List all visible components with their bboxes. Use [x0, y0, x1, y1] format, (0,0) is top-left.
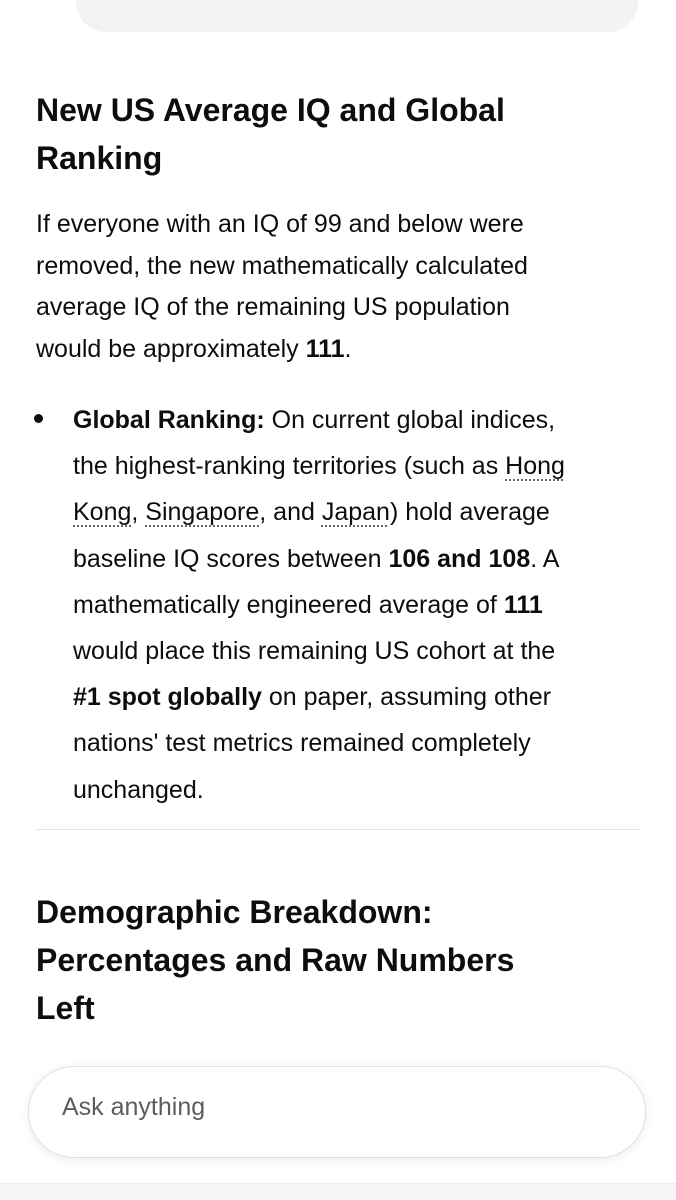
entity-link-hong-kong[interactable]: Hong [505, 452, 565, 481]
entity-link-japan[interactable]: Japan [321, 498, 390, 527]
text-segment: , [131, 498, 146, 527]
text-segment: mathematically engineered average of [73, 590, 504, 619]
intro-paragraph [36, 204, 636, 370]
bullet-line [73, 674, 663, 720]
section-divider [36, 829, 641, 830]
heading-line: New US Average IQ and Global [36, 92, 505, 128]
message-composer[interactable] [28, 1066, 646, 1158]
bullet-label: Global Ranking: [73, 406, 265, 434]
heading-line: Left [36, 990, 95, 1026]
text-segment: baseline IQ scores between [73, 544, 389, 573]
bullet-dot-icon [34, 414, 43, 423]
paragraph-line: If everyone with an IQ of 99 and below were [36, 210, 524, 238]
ask-anything-input[interactable] [62, 1093, 582, 1122]
paragraph-line [36, 329, 636, 371]
bullet-line: unchanged. [73, 775, 204, 804]
section-heading-us-average-iq [36, 86, 505, 182]
bullet-line [73, 489, 663, 535]
previous-content-card [76, 0, 638, 32]
text-segment: , and [259, 498, 322, 527]
paragraph-line: removed, the new mathematically calculated [36, 251, 528, 280]
bullet-line: nations' test metrics remained completely [73, 729, 531, 758]
entity-link-hong-kong-cont[interactable]: Kong [73, 498, 132, 527]
bullet-line [73, 397, 663, 443]
bold-value: 111 [305, 334, 345, 363]
text-segment: would be approximately [36, 334, 306, 363]
heading-line: Demographic Breakdown: [36, 894, 433, 930]
section-heading-demographic-breakdown [36, 888, 514, 1032]
bullet-line [73, 443, 663, 489]
text-segment: the highest-ranking territories (such as [73, 452, 506, 481]
bullet-line: would place this remaining US cohort at the [73, 637, 556, 666]
bold-value: #1 spot globally [73, 683, 262, 712]
text-segment: On current global indices, [264, 406, 556, 434]
bottom-safe-area [0, 1183, 676, 1200]
text-segment: on paper, assuming other [261, 683, 552, 712]
entity-link-singapore[interactable]: Singapore [145, 498, 260, 527]
bold-value: 111 [503, 590, 543, 619]
heading-line: Percentages and Raw Numbers [36, 942, 515, 978]
heading-line: Ranking [36, 140, 163, 176]
bullet-global-ranking [73, 397, 663, 813]
bullet-line [73, 582, 663, 628]
text-segment: . [344, 334, 352, 363]
text-segment: . A [530, 544, 560, 573]
bullet-line [73, 536, 663, 582]
bold-value: 106 and 108 [388, 544, 531, 573]
paragraph-line: average IQ of the remaining US population [36, 293, 510, 321]
text-segment: ) hold average [389, 498, 550, 527]
